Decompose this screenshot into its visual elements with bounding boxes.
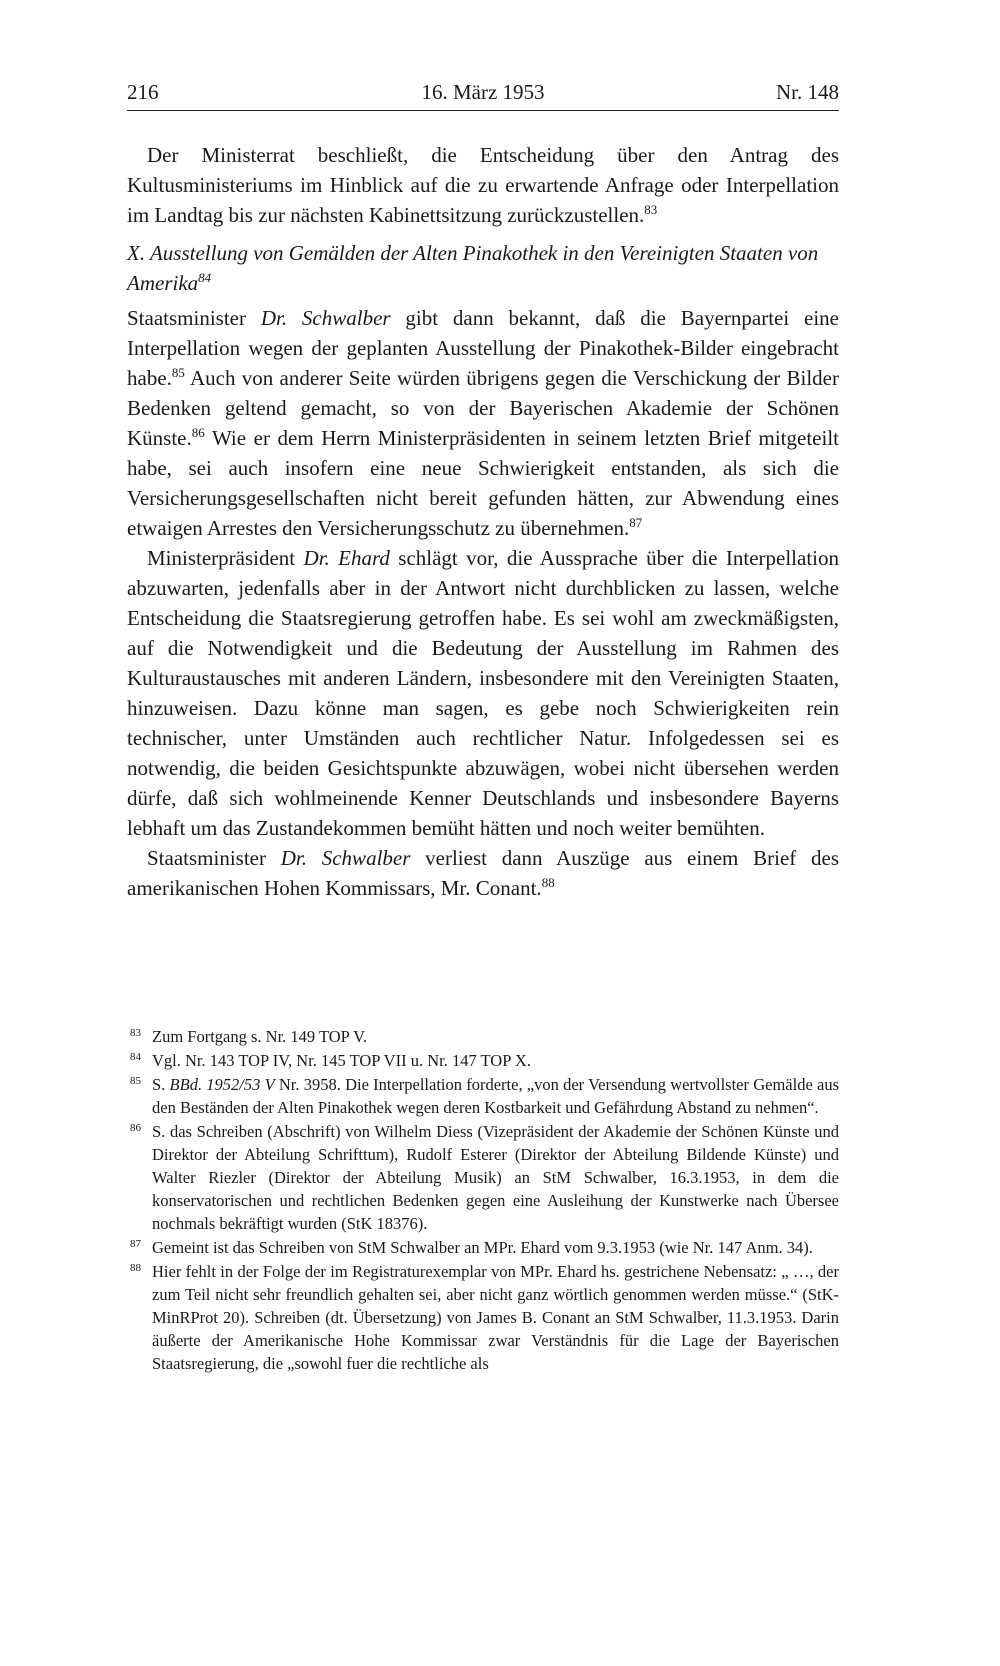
main-text [127,140,839,903]
footnote-number: 83 [130,1027,141,1039]
paragraph-schwalber: Staatsminister Dr. Schwalber gibt dann bekannt, daß die Bayernpartei eine Interpellation wegen der geplanten Ausstellung der Pinakothek-Bilder eingebracht habe.$^{85}$ Auch von anderer Seite würden übrigens gegen die Verschickung der Bilder Bedenken geltend gemacht, so von der Bayerischen Akademie der Schönen Künste.$^{86}$ Wie er dem Herrn Ministerpräsidenten in seinem letzten Brief mitgeteilt habe, sei auch insofern eine neue Schwierigkeit entstanden, als sich die Versicherungsgesellschaften nicht bereit gefunden hätten, zur Abwendung eines etwaigen Arrestes den Versicherungsschutz zu übernehmen.$^{87}$ [127,306,839,540]
speaker-name: Dr. Schwalber [260,306,391,330]
footnote-number: 88 [130,1262,141,1274]
footnote-number: 84 [130,1051,141,1063]
footnote-number: 86 [130,1122,141,1134]
footnote: 87 Gemeint ist das Schreiben von StM Schwalber an MPr. Ehard vom 9.3.1953 (wie Nr. 147 Anm. 34). [127,1236,839,1259]
citation-title: BBd. 1952/53 V [169,1075,275,1094]
running-header [127,80,839,111]
speaker-name: Dr. Ehard [303,546,390,570]
footnote: 88 Hier fehlt in der Folge der im Registraturexemplar von MPr. Ehard hs. gestrichene Nebensatz: „ …, der zum Teil nicht sehr freundlich gehalten sei, aber nicht ganz wörtlich genommen werden müsse.“ (StK-MinRProt 20). Schreiben (dt. Übersetzung) von James B. Conant an StM Schwalber, 11.3.1953. Darin äußerte der Amerikanische Hohe Kommissar zwar Verständnis für die Lage der Bayerischen Staatsregierung, die „sowohl fuer die rechtliche als [127,1260,839,1375]
footnote-number: 87 [130,1238,141,1250]
footnote-ref: 85 [171,365,185,380]
footnote-ref: 87 [629,515,643,530]
footnote: 85 S. BBd. 1952/53 V Nr. 3958. Die Interpellation forderte, „von der Versendung wertvollster Gemälde aus den Beständen der Alten Pinakothek wegen deren Kostbarkeit und Gefährdung Abstand zu nehmen“. [127,1073,839,1119]
footnote-ref: 88 [541,875,555,890]
footnote: 84 Vgl. Nr. 143 TOP IV, Nr. 145 TOP VII u. Nr. 147 TOP X. [127,1049,839,1072]
speaker-name: Dr. Schwalber [280,846,411,870]
footnotes [127,1025,839,1376]
footnote: 83 Zum Fortgang s. Nr. 149 TOP V. [127,1025,839,1048]
footnote-ref: 86 [191,425,205,440]
footnote-ref: 83 [644,202,658,217]
footnote: 86 S. das Schreiben (Abschrift) von Wilhelm Diess (Vizepräsident der Akademie der Schönen Künste und Direktor der Abteilung Schrifttum), Rudolf Esterer (Direktor der Abteilung Bildende Künste) und Walter Riezler (Direktor der Abteilung Musik) an StM Schwalber, 16.3.1953, in dem die konservatorischen und rechtlichen Bedenken gegen eine Ausleihung der Kunstwerke nach Übersee nochmals bekräftigt wurden (StK 18376). [127,1120,839,1235]
paragraph-ehard: Ministerpräsident Dr. Ehard schlägt vor, die Aussprache über die Interpellation abzuwarten, jedenfalls aber in der Antwort nicht durchblicken zu lassen, welche Entscheidung die Staatsregierung getroffen habe. Es sei wohl am zweckmäßigsten, auf die Notwendigkeit und die Bedeutung der Ausstellung im Rahmen des Kulturaustausches mit anderen Ländern, insbesondere mit den Vereinigten Staaten, hinzuweisen. Dazu könne man sagen, es gebe noch Schwierigkeiten rein technischer, unter Umständen auch rechtlicher Natur. Infolgedessen sei es notwendig, die beiden Gesichtspunkte abzuwägen, wobei nicht übersehen werden dürfe, daß sich wohlmeinende Kenner Deutschlands und insbesondere Bayerns lebhaft um das Zustandekommen bemüht hätten und noch weiter bemühten. [127,546,840,840]
paragraph-conant-letter: Staatsminister Dr. Schwalber verliest dann Auszüge aus einem Brief des amerikanischen Hohen Kommissars, Mr. Conant.$^{88}$ [127,846,839,900]
paragraph-decision: Der Ministerrat beschließt, die Entscheidung über den Antrag des Kultusministeriums im Hinblick auf die zu erwartende Anfrage oder Interpellation im Landtag bis zur nächsten Kabinettsitzung zurückzustellen.$^{83}$ [127,143,839,227]
footnote-ref: 84 [198,270,212,285]
agenda-heading: X. Ausstellung von Gemälden der Alten Pinakothek in den Vereinigten Staaten von Amerika$^{84}$ [127,241,819,295]
document-number: Nr. 148 [776,80,839,104]
header-date: 16. März 1953 [421,80,545,104]
footnote-number: 85 [130,1075,141,1087]
page-number: 216 [127,80,159,104]
